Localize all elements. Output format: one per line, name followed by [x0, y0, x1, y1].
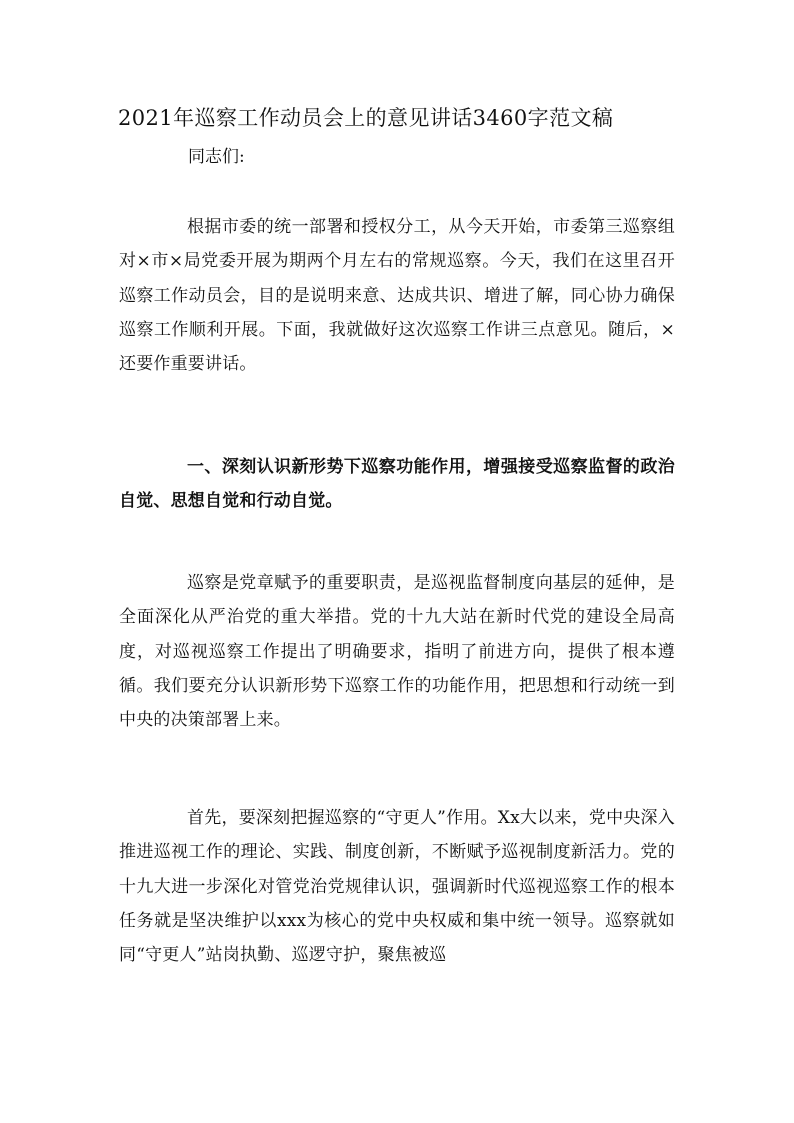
document-title: 2021年巡察工作动员会上的意见讲话3460字范文稿	[118, 106, 614, 130]
paragraph-intro: 根据市委的统一部署和授权分工，从今天开始，市委第三巡察组对×市×局党委开展为期两个月左右的常规巡察。今天，我们在这里召开巡察工作动员会，目的是说明来意、达成共识、增进了解，同心协力确保巡察工作顺利开展。下面，我就做好这次巡察工作讲三点意见。随后，×还要作重要讲话。	[119, 217, 675, 375]
section-heading-1: 一、深刻认识新形势下巡察功能作用，增强接受巡察监督的政治自觉、思想自觉和行动自觉。	[119, 457, 675, 512]
paragraph-section-1: 巡察是党章赋予的重要职责，是巡视监督制度向基层的延伸，是全面深化从严治党的重大举措。党的十九大站在新时代党的建设全局高度，对巡视巡察工作提出了明确要求，指明了前进方向，提供了根本遵循。我们要充分认识新形势下巡察工作的功能作用，把思想和行动统一到中央的决策部署上来。	[119, 573, 675, 731]
salutation: 同志们:	[188, 147, 245, 167]
paragraph-first-point: 首先，要深刻把握巡察的“守更人”作用。Xx大以来，党中央深入推进巡视工作的理论、实践、制度创新，不断赋予巡视制度新活力。党的十九大进一步深化对管党治党规律认识，强调新时代巡视巡察工作的根本任务就是坚决维护以xxx为核心的党中央权威和集中统一领导。巡察就如同“守更人”站岗执勤、巡逻守护，聚焦被巡	[119, 808, 675, 966]
